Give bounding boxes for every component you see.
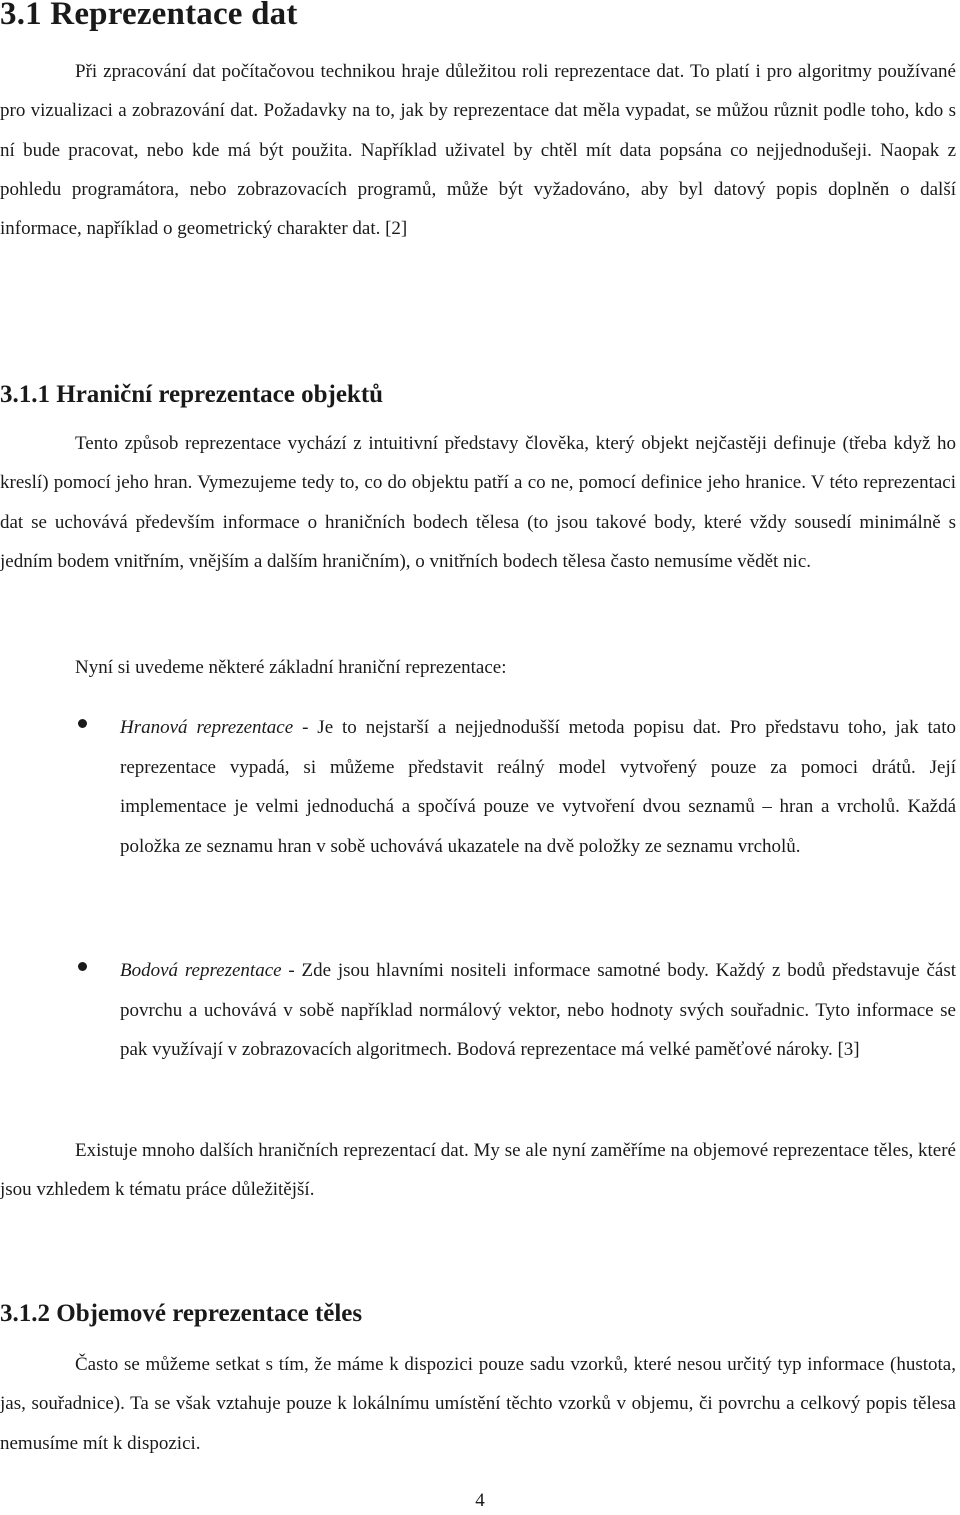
closing-paragraph: Existuje mnoho dalších hraničních reprezentací dat. My se ale nyní zaměříme na objemové reprezentace těles, které jsou vzhledem k tématu práce důležitější. <box>0 1140 956 1201</box>
page-number: 4 <box>475 1490 485 1511</box>
term-point-representation: Bodová reprezentace <box>120 960 282 981</box>
intro-paragraph: Při zpracování dat počítačovou technikou hraje důležitou roli reprezentace dat. To platí i pro algoritmy používané pro vizualizaci a zobrazování dat. Požadavky na to, jak by reprezentace dat měla vypadat, se můžou různit podle toho, kdo s ní bude pracovat, nebo kde má být použita. Například uživatel by chtěl mít data popsána co nejjednodušeji. Naopak z pohledu programátora, nebo zobrazovacích programů, může být vyžadováno, aby byl datový popis doplněn o další informace, například o geometrický charakter dat. [2] <box>0 61 956 240</box>
subsection-1-title: 3.1.1 Hraniční reprezentace objektů <box>0 381 384 408</box>
bullet-icon <box>78 962 87 971</box>
subsection-2-title: 3.1.2 Objemové reprezentace těles <box>0 1300 363 1327</box>
list-intro: Nyní si uvedeme některé základní hraniční reprezentace: <box>75 657 507 678</box>
boundary-paragraph: Tento způsob reprezentace vychází z intuitivní představy člověka, který objekt nejčastěji definuje (třeba když ho kreslí) pomocí jeho hran. Vymezujeme tedy to, co do objektu patří a co ne, pomocí definice jeho hranice. V této reprezentaci dat se uchovává především informace o hraničních bodech tělesa (to jsou takové body, které vždy sousedí minimálně s jedním bodem vnitřním, vnějším a dalším hraničním), o vnitřních bodech tělesa často nemusíme vědět nic. <box>0 433 956 572</box>
point-representation-text: - Zde jsou hlavními nositeli informace samotné body. Každý z bodů představuje část povrchu a uchovává v sobě například normálový vektor, nebo hodnoty svých souřadnic. Tyto informace se pak využívají v zobrazovacích algoritmech. Bodová reprezentace má velké paměťové nároky. [3] <box>120 960 956 1061</box>
edge-representation-text: - Je to nejstarší a nejjednodušší metoda popisu dat. Pro představu toho, jak tato reprezentace vypadá, si můžeme představit reálný model vytvořený pouze za pomoci drátů. Její implementace je velmi jednoduchá a spočívá pouze ve vytvoření dvou seznamů – hran a vrcholů. Každá položka ze seznamu hran v sobě uchovává ukazatele na dvě položky ze seznamu vrcholů. <box>120 717 956 857</box>
section-title: 3.1 Reprezentace dat <box>0 0 298 32</box>
bullet-icon <box>78 719 87 728</box>
term-edge-representation: Hranová reprezentace <box>120 717 294 738</box>
volume-paragraph: Často se můžeme setkat s tím, že máme k dispozici pouze sadu vzorků, které nesou určitý typ informace (hustota, jas, souřadnice). Ta se však vztahuje pouze k lokálnímu umístění těchto vzorků v objemu, či povrchu a celkový popis tělesa nemusíme mít k dispozici. <box>0 1354 956 1454</box>
